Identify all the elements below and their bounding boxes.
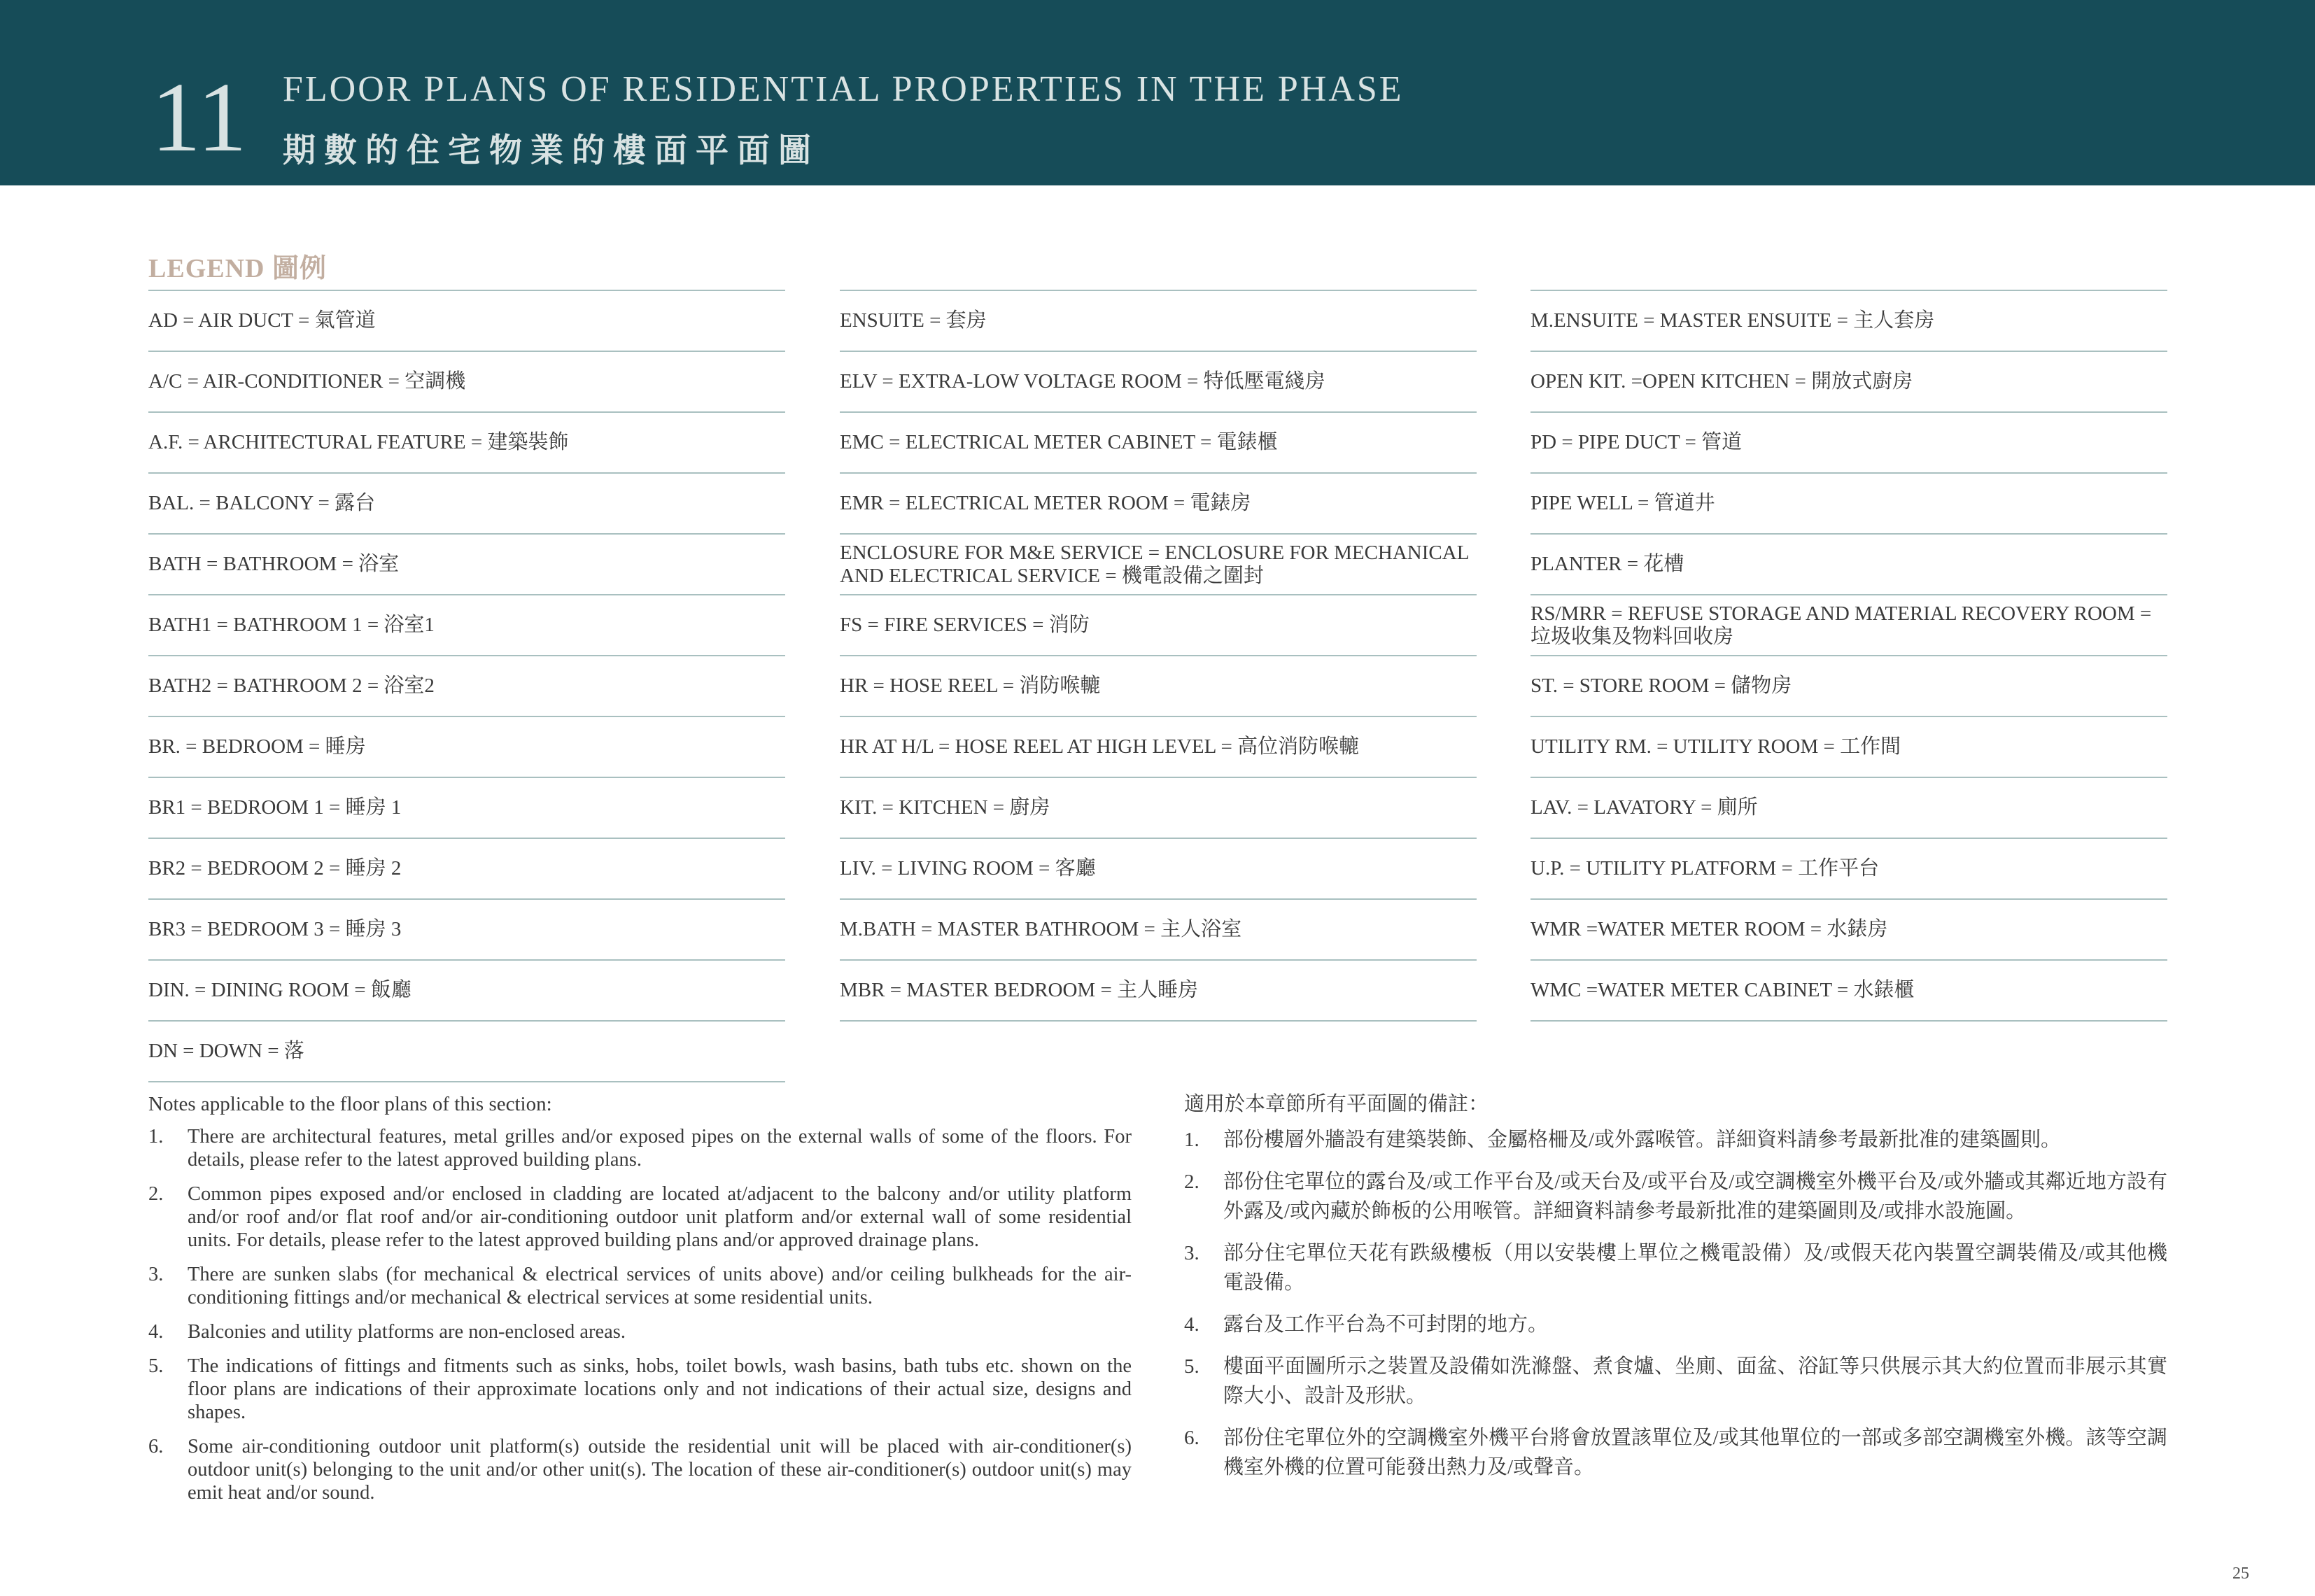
legend-item: RS/MRR = REFUSE STORAGE AND MATERIAL RECOVERY ROOM = 垃圾收集及物料回收房 xyxy=(1531,594,2167,655)
section-number: 11 xyxy=(151,62,247,172)
note-number: 3. xyxy=(1184,1242,1199,1264)
section-title-zh: 期數的住宅物業的樓面平面圖 xyxy=(283,132,819,170)
legend-item: PLANTER = 花槽 xyxy=(1531,533,2167,594)
legend-item: BAL. = BALCONY = 露台 xyxy=(148,472,785,533)
legend-item: EMR = ELECTRICAL METER ROOM = 電錶房 xyxy=(840,472,1477,533)
note-item xyxy=(148,1182,1132,1252)
note-item xyxy=(148,1355,1132,1424)
note-item xyxy=(1184,1423,2167,1482)
page-header xyxy=(0,0,2315,185)
legend-item: DIN. = DINING ROOM = 飯廳 xyxy=(148,959,785,1020)
note-text: There are sunken slabs (for mechanical & electrical services of units above) and/or ceiling bulkheads for the air-conditioning fittings and/or mechanical & electrical services at some residential units. xyxy=(188,1264,1132,1308)
legend-title: LEGEND 圖例 xyxy=(148,254,327,283)
note-item xyxy=(1184,1167,2167,1226)
legend-item: BR. = BEDROOM = 睡房 xyxy=(148,716,785,777)
note-item xyxy=(148,1125,1132,1171)
legend-item: UTILITY RM. = UTILITY ROOM = 工作間 xyxy=(1531,716,2167,777)
note-item xyxy=(1184,1125,2167,1154)
legend-item: PIPE WELL = 管道井 xyxy=(1531,472,2167,533)
note-text: 部份樓層外牆設有建築裝飾、金屬格柵及/或外露喉管。詳細資料請參考最新批准的建築圖則。 xyxy=(1223,1129,2062,1151)
note-text: 露台及工作平台為不可封閉的地方。 xyxy=(1223,1313,1549,1336)
note-text: 部份住宅單位外的空調機室外機平台將會放置該單位及/或其他單位的一部或多部空調機室外機。該等空調機室外機的位置可能發出熱力及/或聲音。 xyxy=(1223,1427,2167,1478)
legend-item: DN = DOWN = 落 xyxy=(148,1020,785,1082)
note-number: 2. xyxy=(1184,1171,1199,1193)
legend-item: M.ENSUITE = MASTER ENSUITE = 主人套房 xyxy=(1531,290,2167,351)
note-text: 部份住宅單位的露台及/或工作平台及/或天台及/或平台及/或空調機室外機平台及/或外牆或其鄰近地方設有外露及/或內藏於飾板的公用喉管。詳細資料請參考最新批准的建築圖則及/或排水設施圖。 xyxy=(1223,1171,2167,1222)
note-text: Some air-conditioning outdoor unit platform(s) outside the residential unit will be placed with air-conditioner(s) outdoor unit(s) belonging to the unit and/or other unit(s). The location of these air-conditioner(s) outdoor unit(s) may emit heat and/or sound. xyxy=(188,1436,1132,1504)
note-item xyxy=(1184,1352,2167,1411)
legend-item: MBR = MASTER BEDROOM = 主人睡房 xyxy=(840,959,1477,1022)
note-number: 2. xyxy=(148,1183,164,1205)
legend-item: ENSUITE = 套房 xyxy=(840,290,1477,351)
notes-list-zh xyxy=(1184,1125,2167,1482)
legend-item: HR AT H/L = HOSE REEL AT HIGH LEVEL = 高位消防喉轆 xyxy=(840,716,1477,777)
legend-item: A/C = AIR-CONDITIONER = 空調機 xyxy=(148,351,785,411)
legend-item: ST. = STORE ROOM = 儲物房 xyxy=(1531,655,2167,716)
note-text: 部分住宅單位天花有跌級樓板（用以安裝樓上單位之機電設備）及/或假天花內裝置空調裝備及/或其他機電設備。 xyxy=(1223,1242,2167,1294)
legend-column-2 xyxy=(840,290,1477,1022)
note-item xyxy=(1184,1238,2167,1297)
note-text: The indications of fittings and fitments such as sinks, hobs, toilet bowls, wash basins, bath tubs etc. shown on the floor plans are indications of their approximate locations only and not indications of their actual size, designs and shapes. xyxy=(188,1355,1132,1423)
notes-heading-en: Notes applicable to the floor plans of this section: xyxy=(148,1093,552,1115)
note-number: 1. xyxy=(1184,1129,1199,1151)
note-item xyxy=(148,1435,1132,1504)
legend-item: BATH = BATHROOM = 浴室 xyxy=(148,533,785,594)
legend-item: A.F. = ARCHITECTURAL FEATURE = 建築裝飾 xyxy=(148,411,785,472)
legend-column-1 xyxy=(148,290,785,1082)
note-text: 樓面平面圖所示之裝置及設備如洗滌盤、煮食爐、坐廁、面盆、浴缸等只供展示其大約位置而非展示其實際大小、設計及形狀。 xyxy=(1223,1355,2167,1407)
legend-item: ELV = EXTRA-LOW VOLTAGE ROOM = 特低壓電綫房 xyxy=(840,351,1477,411)
legend-item: LIV. = LIVING ROOM = 客廳 xyxy=(840,838,1477,898)
legend-item: ENCLOSURE FOR M&E SERVICE = ENCLOSURE FOR MECHANICAL AND ELECTRICAL SERVICE = 機電設備之圍封 xyxy=(840,533,1477,594)
notes-chinese xyxy=(1184,1092,2167,1495)
note-number: 3. xyxy=(148,1264,164,1285)
legend-item: PD = PIPE DUCT = 管道 xyxy=(1531,411,2167,472)
legend-item: EMC = ELECTRICAL METER CABINET = 電錶櫃 xyxy=(840,411,1477,472)
note-number: 6. xyxy=(148,1436,164,1457)
note-number: 5. xyxy=(148,1355,164,1377)
legend-item: AD = AIR DUCT = 氣管道 xyxy=(148,290,785,351)
legend-item: WMC =WATER METER CABINET = 水錶櫃 xyxy=(1531,959,2167,1022)
note-number: 4. xyxy=(148,1321,164,1343)
legend-item: FS = FIRE SERVICES = 消防 xyxy=(840,594,1477,655)
notes-heading-zh: 適用於本章節所有平面圖的備註： xyxy=(1184,1093,1489,1115)
page-number: 25 xyxy=(2232,1565,2249,1583)
note-number: 1. xyxy=(148,1126,164,1147)
note-number: 4. xyxy=(1184,1313,1199,1336)
note-text: There are architectural features, metal grilles and/or exposed pipes on the external walls of some of the floors. For details, please refer to the latest approved building plans. xyxy=(188,1126,1132,1171)
legend-column-3 xyxy=(1531,290,2167,1022)
legend-item: BR1 = BEDROOM 1 = 睡房 1 xyxy=(148,777,785,838)
note-text: Balconies and utility platforms are non-enclosed areas. xyxy=(188,1321,626,1343)
legend-item: BR2 = BEDROOM 2 = 睡房 2 xyxy=(148,838,785,898)
legend-item: LAV. = LAVATORY = 廁所 xyxy=(1531,777,2167,838)
legend-item: WMR =WATER METER ROOM = 水錶房 xyxy=(1531,898,2167,959)
legend-item: M.BATH = MASTER BATHROOM = 主人浴室 xyxy=(840,898,1477,959)
legend-item: BATH2 = BATHROOM 2 = 浴室2 xyxy=(148,655,785,716)
notes-english xyxy=(148,1092,1132,1516)
note-number: 5. xyxy=(1184,1355,1199,1378)
notes-list-en xyxy=(148,1125,1132,1504)
legend-item: HR = HOSE REEL = 消防喉轆 xyxy=(840,655,1477,716)
legend-item: KIT. = KITCHEN = 廚房 xyxy=(840,777,1477,838)
legend-item: BATH1 = BATHROOM 1 = 浴室1 xyxy=(148,594,785,655)
note-item xyxy=(1184,1310,2167,1339)
legend-item: OPEN KIT. =OPEN KITCHEN = 開放式廚房 xyxy=(1531,351,2167,411)
note-item xyxy=(148,1263,1132,1309)
note-number: 6. xyxy=(1184,1427,1199,1449)
note-text: Common pipes exposed and/or enclosed in cladding are located at/adjacent to the balcony and/or utility platform and/or roof and/or flat roof and/or air-conditioning outdoor unit platform and/or external wall of some residential units. For details, please refer to the latest approved building plans and/or approved drainage plans. xyxy=(188,1183,1132,1251)
legend-item: U.P. = UTILITY PLATFORM = 工作平台 xyxy=(1531,838,2167,898)
legend-item: BR3 = BEDROOM 3 = 睡房 3 xyxy=(148,898,785,959)
section-title-en: FLOOR PLANS OF RESIDENTIAL PROPERTIES IN THE PHASE xyxy=(283,69,1404,109)
note-item xyxy=(148,1320,1132,1343)
